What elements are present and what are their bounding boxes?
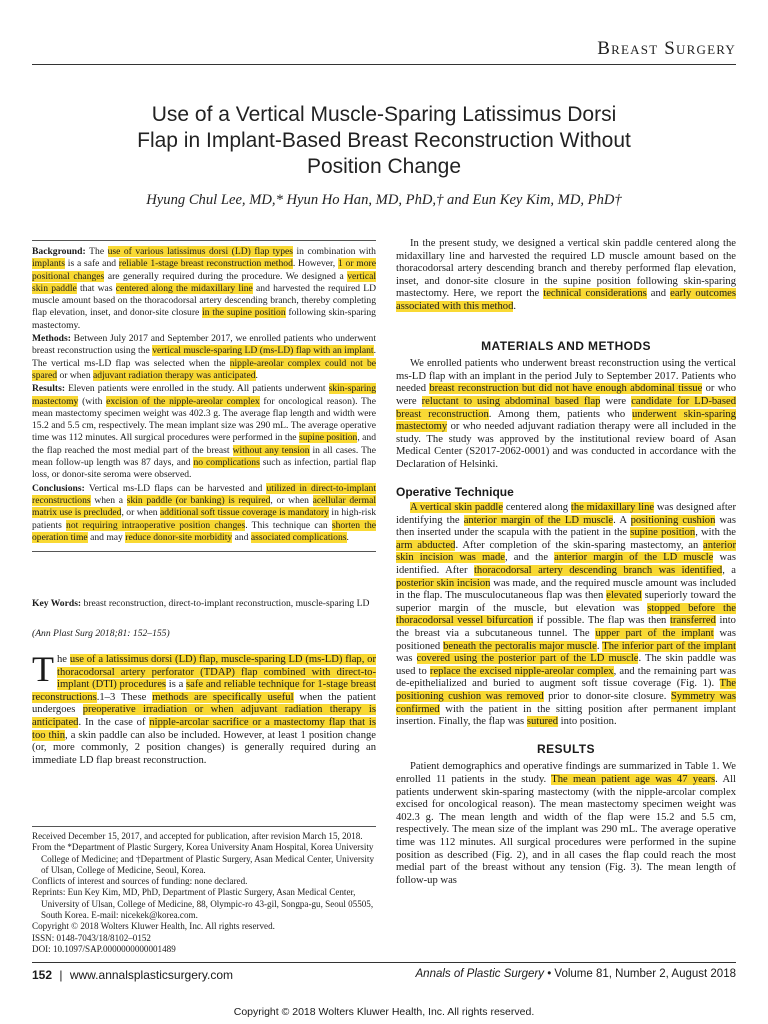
body-text: when the patient undergoes (32, 691, 376, 716)
highlighted-text: positioning cushion (630, 514, 716, 526)
highlighted-text: associated complications (250, 531, 347, 543)
citation: (Ann Plast Surg 2018;81: 152–155) (32, 628, 170, 639)
keywords-text: breast reconstruction, direct-to-implant reconstruction, muscle-sparing LD (81, 598, 370, 609)
body-text: , and the remaining part was de-epithelialized and buried to augment soft tissue coverage (Fig. 1). (396, 665, 736, 690)
body-text: with the patient in the sitting position after permanent implant insertion. Finally, the flap was (396, 703, 736, 728)
highlighted-text: reliable 1-stage breast reconstruction method (118, 258, 293, 270)
footnote-conflicts: Conflicts of interest and sources of funding: none declared. (32, 876, 248, 887)
footnote-affiliation: From the *Department of Plastic Surgery, Korea University Anam Hospital, Korea University College of Medicine; and †Department of Plastic Surgery, Asan Medical Center, University of Ulsan, College of Medicine, Seoul, Korea. (32, 842, 374, 875)
highlighted-text: posterior skin incision (396, 577, 491, 589)
highlighted-text: additional soft tissue coverage is mandatory (160, 507, 329, 519)
body-text: he (57, 654, 70, 665)
journal-issue: • Volume 81, Number 2, August 2018 (547, 968, 736, 980)
body-text: . Among them, patients who (488, 408, 633, 420)
footnote-copyright: Copyright © 2018 Wolters Kluwer Health, Inc. All rights reserved. (32, 921, 275, 932)
intro-left-text (32, 649, 377, 766)
highlighted-text: The positioning cushion was removed (396, 678, 736, 702)
highlighted-text: in the supine position (202, 307, 286, 319)
section-label-bold: Results: (32, 383, 69, 395)
body-text: that was (76, 282, 116, 294)
footnote-rule (32, 826, 376, 827)
highlighted-text: anterior skin incision was made (396, 539, 736, 564)
body-text: , or when (121, 507, 160, 519)
body-text: centered along (503, 502, 571, 514)
body-text: . The skin paddle was used to (396, 653, 737, 677)
abstract-background (32, 246, 376, 332)
intro-left-paragraph (32, 649, 377, 767)
footnote-received: Received December 15, 2017, and accepted for publication, after revision March 15, 2018. (32, 831, 363, 841)
footnote-issn: ISSN: 0148-7043/18/8102–0152 (32, 932, 151, 943)
highlighted-text: preoperative irradiation or when adjuvant radiation therapy is anticipated (32, 704, 376, 728)
body-text: are generally required during the procedure. We designed a (104, 270, 348, 282)
body-text: was (396, 653, 417, 665)
highlighted-text: 1 or more positional changes (32, 258, 376, 282)
highlighted-text: safe and reliable technique for 1-stage breast reconstructions (32, 679, 377, 703)
highlighted-text: arm abducted (396, 539, 456, 551)
body-text: , a (722, 565, 737, 577)
highlighted-text: A vertical skin paddle (410, 502, 504, 514)
highlighted-text: Symmetry was confirmed (396, 691, 736, 715)
body-text: . The vertical ms-LD flap was selected when the (32, 345, 377, 369)
body-text: and (646, 288, 671, 300)
footer-rule (32, 962, 736, 963)
body-text: . In the case of (78, 716, 150, 728)
body-text: was positioned (396, 628, 736, 652)
copyright-line: Copyright © 2018 Wolters Kluwer Health, Inc. All rights reserved. (233, 1006, 535, 1018)
highlighted-text: transferred (669, 615, 716, 627)
body-text: following skin-sparing mastectomy. (32, 307, 376, 331)
body-text: . (255, 369, 258, 381)
highlighted-text: use of a latissimus dorsi (LD) flap, muscle-sparing LD (ms-LD) flap, or thoracodorsal artery perforator (TDAP) flap combined with direct-to-implant (DTI) procedures (57, 654, 377, 691)
body-text: such as infection, partial flap loss, or donor-site seroma were observed. (32, 457, 377, 481)
body-text: . A (613, 514, 631, 526)
body-text: or who needed adjuvant radiation therapy were all included in the study. The study was approved by the institutional review board of Asan Medical Center (S2017-2062-0001) and was conducted in accordance with the Declaration of Helsinki. (396, 421, 736, 470)
highlighted-text: covered using the posterior part of the LD muscle (416, 653, 639, 665)
body-text: if possible. The flap was then (533, 615, 670, 627)
body-text: were (600, 395, 632, 407)
highlighted-text: breast reconstruction but did not have enough abdominal tissue (429, 383, 703, 395)
body-text: is a safe and (65, 258, 119, 270)
section-label: Breast Surgery (597, 38, 736, 59)
title-line-1: Use of a Vertical Muscle-Sparing Latissimus Dorsi (151, 103, 617, 126)
highlighted-text: centered along the midaxillary line (115, 282, 253, 294)
highlighted-text: not requiring intraoperative position changes (66, 519, 246, 531)
body-text: when a (90, 494, 127, 506)
highlighted-text: elevated (606, 590, 642, 602)
highlighted-text: underwent skin-sparing mastectomy (396, 408, 736, 433)
highlighted-text: reluctant to using abdominal based flap (421, 395, 601, 407)
highlighted-text: the midaxillary line (570, 502, 655, 514)
body-text: . This technique can (245, 519, 332, 531)
highlighted-text: methods are specifically useful (152, 691, 294, 703)
keywords-label: Key Words: (32, 598, 82, 609)
highlighted-text: vertical muscle-sparing LD (ms-LD) flap with an implant (152, 345, 374, 357)
abstract-box (32, 240, 376, 552)
title-line-3: Position Change (306, 155, 462, 178)
abstract-conclusions (32, 483, 376, 544)
body-text: in high-risk patients (32, 507, 376, 531)
abstract-results (32, 383, 376, 481)
body-text: Patient demographics and operative findings are summarized in Table 1. We enrolled 11 patients in the study. (396, 761, 736, 785)
highlighted-text: The inferior part of the implant (602, 640, 736, 652)
body-text: and may (87, 531, 126, 543)
body-text: Eleven patients were enrolled in the study. All patients underwent (68, 383, 329, 395)
highlighted-text: utilized in direct-to-implant reconstructions (32, 482, 376, 506)
body-text: in all cases. The mean follow-up length was 87 days, and (32, 444, 376, 469)
body-text: . However, (292, 258, 338, 270)
highlighted-text: implants (32, 258, 66, 270)
materials-heading: MATERIALS AND METHODS (481, 338, 651, 353)
abstract-methods (32, 333, 376, 382)
highlighted-text: stopped before the thoracodorsal vessel bifurcation (396, 602, 737, 627)
body-text: into position. (558, 716, 617, 728)
highlighted-text: adjuvant radiation therapy was anticipated (93, 369, 256, 381)
footnote-reprints: Reprints: Eun Key Kim, MD, PhD, Department of Plastic Surgery, Asan Medical Center, University of Ulsan, College of Medicine, 88, Olympic-ro 43-gil, Songpa-gu, Seoul 05505, South Korea. E-mail: nicekek@korea.com. (32, 887, 374, 921)
body-text: and (232, 531, 251, 543)
article-title (32, 102, 736, 180)
highlighted-text: without any tension (232, 444, 310, 456)
title-line-2: Flap in Implant-Based Breast Reconstruction Without (137, 129, 631, 152)
author-list: Hyung Chul Lee, MD,* Hyun Ho Han, MD, PhD,† and Eun Key Kim, MD, PhD† (146, 192, 622, 208)
body-text: is a (166, 679, 187, 691)
header-rule (32, 64, 736, 65)
body-text: was designed after identifying the (396, 502, 737, 526)
section-label-bold: Conclusions: (32, 482, 89, 494)
body-text: (with (78, 395, 107, 407)
journal-name: Annals of Plastic Surgery (415, 968, 544, 980)
highlighted-text: acellular dermal matrix use is precluded (32, 494, 377, 519)
body-text: Between July 2017 and September 2017, we enrolled patients who underwent breast reconstruction using the (32, 333, 376, 357)
highlighted-text: anterior margin of the LD muscle (554, 552, 714, 564)
body-text: or when (57, 369, 94, 381)
keywords (32, 598, 376, 610)
highlighted-text: supine position (630, 527, 696, 539)
highlighted-text: shorten the operation time (32, 519, 376, 543)
body-text: and harvested the required LD muscle amount based on the thoracodorsal artery descending branch, thereby completing flap elevation, inset, and donor-site closure (32, 282, 377, 319)
highlighted-text: reduce donor-site morbidity (125, 531, 233, 543)
section-label-bold: Methods: (32, 333, 74, 345)
body-text: We enrolled patients who underwent breast reconstruction using the vertical ms-LD flap with an implant in the period July to September 2017. Patients who needed (396, 358, 736, 395)
body-text: was then inserted under the scapula with the patient in the (396, 514, 737, 539)
body-text: . After completion of the skin-sparing mastectomy, an (455, 539, 704, 551)
body-text: The (89, 246, 108, 257)
body-text: Vertical ms-LD flaps can be harvested and (88, 482, 267, 494)
body-text: , and the flap reached the most medial part of the breast (32, 432, 376, 456)
materials-paragraph (396, 358, 736, 471)
highlighted-text: replace the excised nipple-areolar complex (429, 665, 614, 677)
body-text: was identified. After (396, 552, 736, 577)
footnotes (32, 831, 376, 955)
footer-right (416, 968, 736, 980)
highlighted-text: no complications (193, 457, 260, 469)
footer-left: 152 | www.annalsplasticsurgery.com (32, 968, 234, 982)
results-paragraph (396, 761, 736, 887)
journal-url[interactable]: www.annalsplasticsurgery.com (69, 968, 234, 982)
highlighted-text: supine position (298, 432, 358, 444)
highlighted-text: excision of the nipple-areolar complex (106, 395, 260, 407)
page-number: 152 (32, 968, 53, 982)
body-text: or who were (396, 383, 736, 407)
highlighted-text: vertical skin paddle (32, 270, 376, 294)
operative-paragraph (396, 502, 736, 729)
highlighted-text: nipple-arcolar sacrifice or a mastectomy flap that is too thin (32, 716, 376, 741)
highlighted-text: skin paddle (or banking) is required (126, 494, 271, 506)
body-text: , and the (504, 552, 555, 564)
body-text: , a skin paddle can also be included. However, at least 1 position change (or, more commonly, 2 position changes) is generally required during an immediate LD flap breast reconstruction. (32, 729, 376, 766)
body-text: In the present study, we designed a vertical skin paddle centered along the midaxillary line and harvested the required LD muscle amount based on the thoracodorsal artery descending branch and thereby performed flap elevation, inset, and donor-site closure in the supine position following skin-sparing mastectomy. Here, we report the (396, 238, 736, 300)
highlighted-text: upper part of the implant (595, 628, 714, 640)
highlighted-text: candidate for LD-based breast reconstruction (396, 395, 737, 420)
body-text: . (513, 300, 517, 312)
highlighted-text: skin-sparing mastectomy (32, 383, 376, 407)
body-text: prior to donor-site closure. (543, 691, 671, 702)
body-text: . All patients underwent skin-sparing mastectomy (with the nipple-arcolar complex excised for oncological reason). The mean mastectomy specimen weight was 402.3 g. The mean length and width of the flap were 15.2 and 5.5 cm, respectively. The mean size of the implant was 290 mL. The average operative time was 112 minutes. All surgical procedures were performed in the supine position as described (Fig. 2), and in all cases the flap could reach the most medial part of the breast without any tension (Fig. 3). The mean length of follow-up was (396, 773, 736, 886)
body-text: . (596, 640, 603, 652)
highlighted-text: nipple-areolar complex could not be spared (32, 357, 376, 381)
section-label-bold: Background: (32, 246, 90, 257)
right-column (396, 238, 736, 887)
highlighted-text: technical considerations (543, 288, 647, 300)
results-heading: RESULTS (537, 741, 595, 756)
body-text: in combination with (293, 246, 376, 257)
highlighted-text: early outcomes associated with this method (396, 288, 737, 312)
highlighted-text: beneath the pectoralis major muscle (443, 640, 597, 652)
highlighted-text: thoracodorsal artery descending branch was identified (473, 565, 723, 577)
body-text: was made, and the required muscle amount was included in the flap. The musculocutaneous flap was then (396, 577, 736, 602)
intro-right-paragraph (396, 238, 736, 314)
drop-cap: T (32, 649, 54, 689)
highlighted-text: The mean patient age was 47 years (551, 773, 716, 785)
body-text: superiorly toward the superior margin of the muscle, but elevation was (396, 590, 736, 614)
body-text: , with the (695, 527, 736, 539)
highlighted-text: anterior margin of the LD muscle (463, 514, 614, 526)
body-text: .1–3 These (96, 691, 153, 703)
body-text: . (346, 531, 349, 543)
body-text: into the breast via a subcutaneous tunnel. The (396, 615, 736, 640)
body-text: , or when (270, 494, 313, 506)
highlighted-text: sutured (526, 716, 559, 728)
footnote-doi: DOI: 10.1097/SAP.0000000000001489 (32, 943, 176, 954)
highlighted-text: use of various latissimus dorsi (LD) flap types (107, 246, 294, 257)
body-text: for oncological reason). The mean mastectomy specimen weight was 402.3 g. The average flap length and width were 15.2 and 5.5 cm, respectively. The mean implant size was 290 mL. The average operative time was 112 minutes. All surgical procedures were performed in the (32, 395, 376, 444)
operative-heading: Operative Technique (396, 484, 514, 499)
